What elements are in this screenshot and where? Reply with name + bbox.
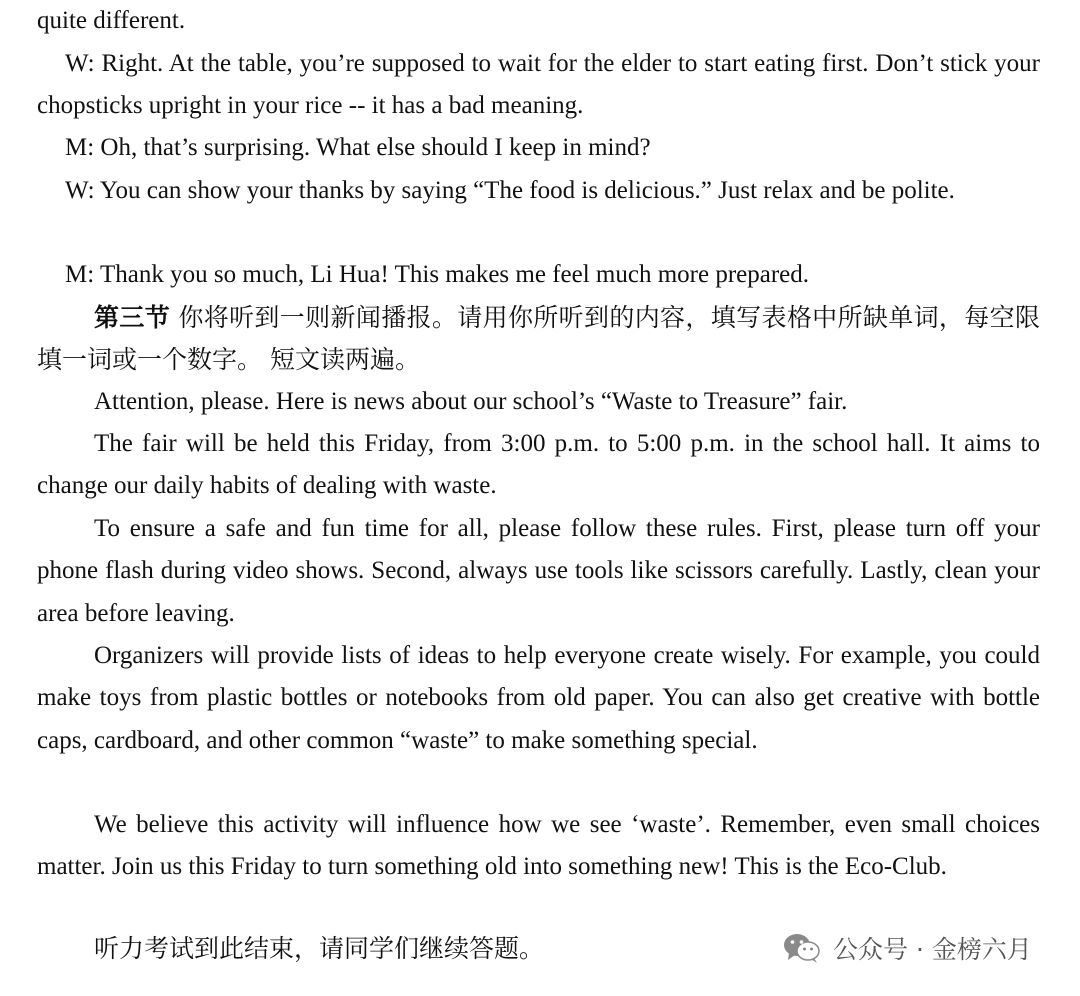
paragraph-fair-time: The fair will be held this Friday, from 3:00 p.m. to 5:00 p.m. in the school hall. It aims to change our daily habits of dealing with waste. — [37, 430, 1040, 500]
dialogue-line-w-thanks: W: You can show your thanks by saying “The food is delicious.” Just relax and be polite. — [65, 177, 955, 204]
section-heading: 第三节 — [94, 303, 171, 332]
wechat-icon — [783, 932, 821, 964]
watermark-label: 公众号 · 金榜六月 — [833, 935, 1032, 964]
paragraph-organizers: Organizers will provide lists of ideas to help everyone create wisely. For example, you could make toys from plastic bottles or notebooks from old paper. You can also get creative with bottle caps, cardboard, and other common “waste” to make something special. — [37, 642, 1040, 754]
dialogue-line-m-thank-you: M: Thank you so much, Li Hua! This makes me feel much more prepared. — [65, 261, 810, 288]
paragraph-rules: To ensure a safe and fun time for all, please follow these rules. First, please turn off your phone flash during video shows. Second, always use tools like scissors carefully. Lastly, clean your area before leaving. — [37, 515, 1040, 627]
paragraph-quite-different: quite different. — [37, 7, 186, 34]
paragraph-attention: Attention, please. Here is news about our school’s “Waste to Treasure” fair. — [94, 388, 848, 415]
dialogue-line-m-surprising: M: Oh, that’s surprising. What else should I keep in mind? — [65, 134, 651, 161]
paragraph-eco-club: We believe this activity will influence how we see ‘waste’. Remember, even small choices matter. Join us this Friday to turn something old into something new! This is the Eco-Club. — [37, 811, 1040, 881]
dialogue-line-w-table-manners: W: Right. At the table, you’re supposed to wait for the elder to start eating first. Don’t stick your chopsticks upright in your rice -- it has a bad meaning. — [37, 50, 1040, 120]
section-three-instructions: 第三节 你将听到一则新闻播报。请用你所听到的内容，填写表格中所缺单词，每空限填一词或一个数字。 短文读两遍。 — [37, 303, 1040, 375]
paragraph-exam-end: 听力考试到此结束，请同学们继续答题。 — [94, 934, 545, 963]
wechat-watermark — [783, 928, 1032, 968]
